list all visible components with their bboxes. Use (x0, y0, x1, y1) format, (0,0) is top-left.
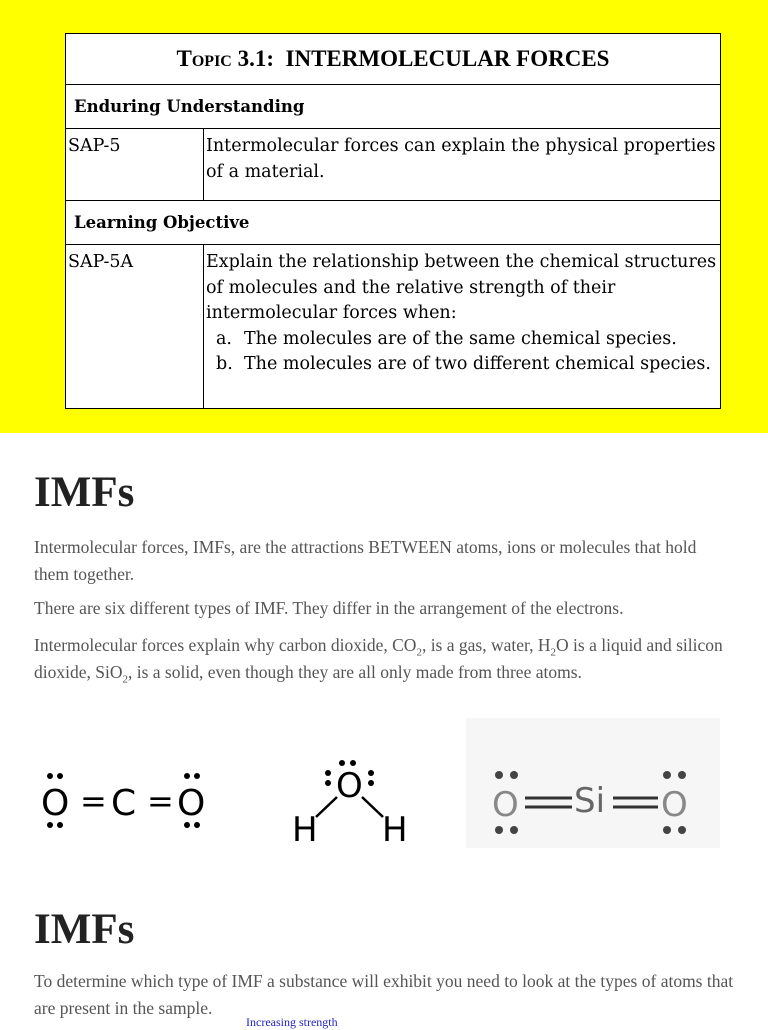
learning-objective-header: Learning Objective (66, 201, 721, 245)
list-item (206, 327, 718, 353)
sio2-lewis-structure (466, 718, 720, 848)
list-marker: a. (216, 328, 232, 349)
list-item-text: The molecules are of the same chemical species. (244, 328, 677, 349)
topic-table (65, 33, 721, 409)
imf-definition-text: Intermolecular forces, IMFs, are the attractions BETWEEN atoms, ions or molecules that hold them together. (34, 537, 697, 584)
sap5a-text: Explain the relationship between the chemical structures of molecules and the relative strength of their intermolecular forces when: (206, 252, 717, 323)
sap5-code: SAP-5 (66, 129, 204, 201)
topic-number: Topic 3.1: (176, 46, 275, 71)
oxygen-atom: O (177, 783, 206, 824)
table-row (66, 129, 721, 201)
oxygen-atom: O (492, 785, 519, 825)
oxygen-atom: O (661, 785, 688, 825)
imf-examples-text: Intermolecular forces explain why carbon dioxide, $CO_2$, is a gas, water, $H_2O$ is a liquid and silicon dioxide, SiO$_2$, is a solid, even though they are all only made from three atoms. (34, 635, 723, 686)
list-item (206, 352, 718, 378)
enduring-understanding-header: Enduring Understanding (66, 85, 721, 129)
list-item-text: The molecules are of two different chemical species. (244, 354, 711, 374)
imfs-heading-2: IMFs (34, 906, 135, 953)
table-row (66, 245, 721, 409)
double-bond: = (80, 782, 107, 820)
hydrogen-atom: H (382, 810, 408, 850)
co2-lewis-structure (36, 765, 221, 835)
carbon-atom: C (111, 783, 137, 824)
increasing-strength-label: Increasing strength (246, 1015, 338, 1029)
h2o-lewis-structure (286, 757, 416, 852)
sap5a-description (204, 245, 721, 409)
sap5a-code: SAP-5A (66, 245, 204, 409)
imfs-heading: IMFs (34, 469, 135, 516)
double-bond: = (147, 782, 174, 820)
imf-types-text: There are six different types of IMF. They differ in the arrangement of the electrons. (34, 598, 624, 618)
oxygen-atom: O (41, 783, 70, 824)
imf-determination-text: To determine which type of IMF a substance will exhibit you need to look at the types of atoms that are present in the sample. (34, 971, 734, 1018)
silicon-atom: Si (574, 781, 606, 821)
topic-title (66, 34, 721, 85)
list-marker: b. (216, 354, 233, 374)
objective-list (206, 327, 718, 378)
sap5-text: Intermolecular forces can explain the physical properties of a material. (204, 129, 721, 201)
hydrogen-atom: H (292, 810, 318, 850)
topic-name: INTERMOLECULAR FORCES (285, 46, 610, 71)
oxygen-atom: O (336, 766, 363, 806)
